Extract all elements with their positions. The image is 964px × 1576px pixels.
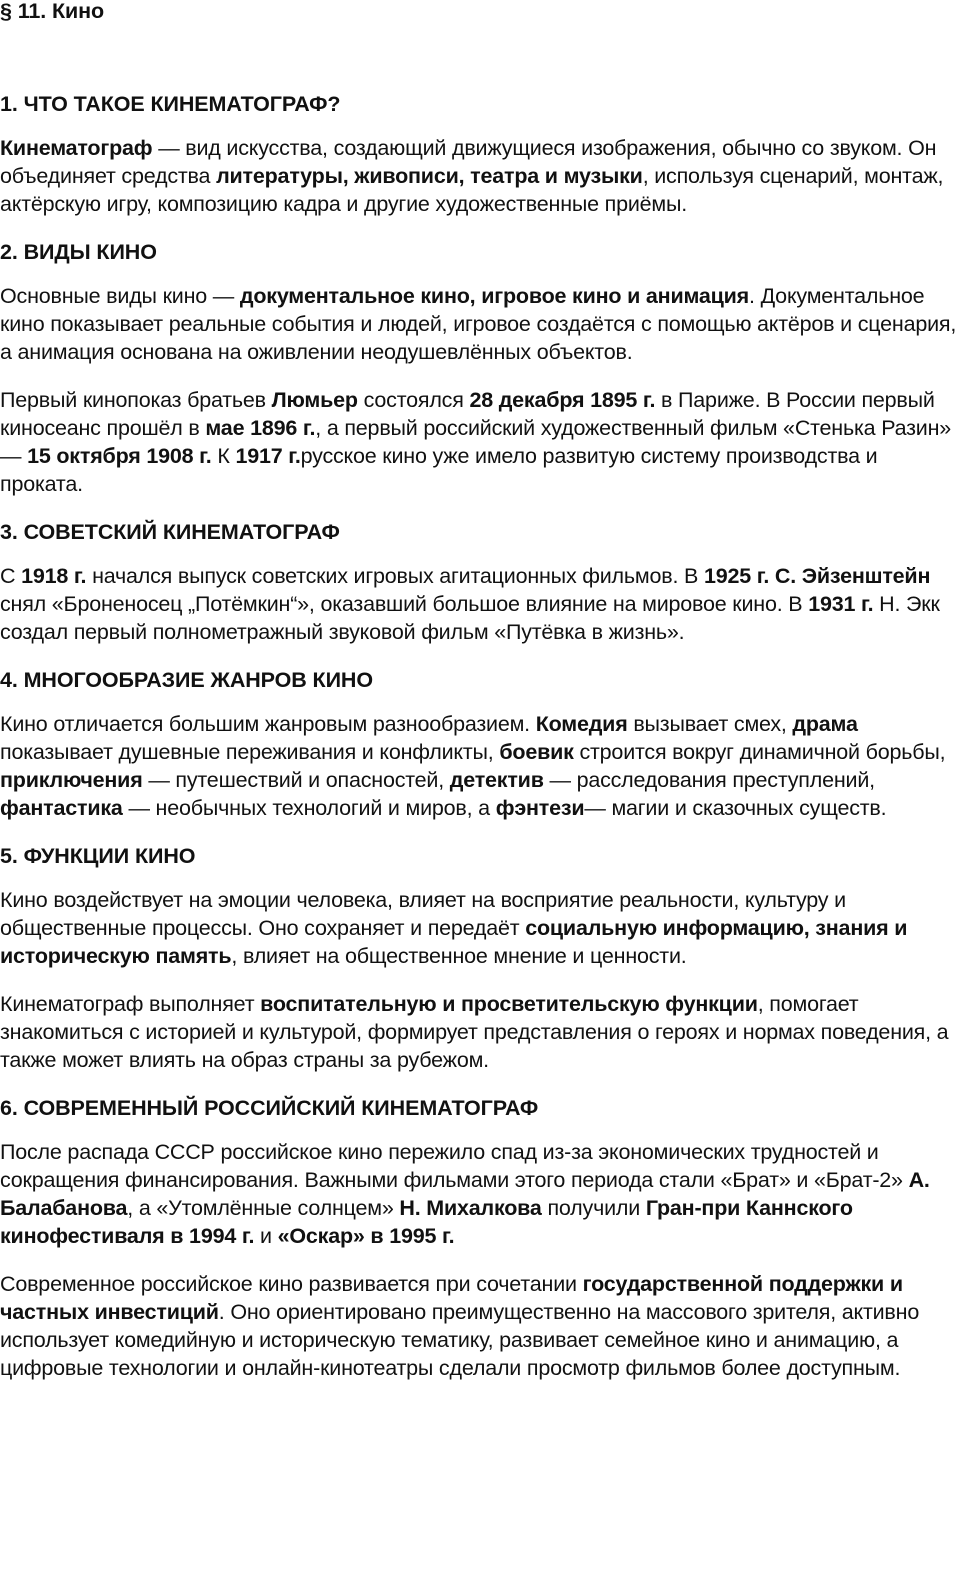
text-run: После распада СССР российское кино пережило спад из-за экономических трудностей и сокращения финансирования. Важными фильмами этого периода стали «Брат» и «Брат-2» <box>0 1140 909 1192</box>
text-run: — расследования преступлений, <box>543 768 875 792</box>
bold-text-run: государственной поддержки и частных инвестиций <box>0 1272 903 1324</box>
text-run: снял «Броненосец „Потёмкин“», оказавший большое влияние на мировое кино. В <box>0 592 809 616</box>
bold-text-run: Комедия <box>535 712 628 736</box>
paragraph <box>0 282 962 366</box>
text-run: показывает душевные переживания и конфликты, <box>0 740 500 764</box>
bold-text-run: фэнтези <box>495 796 585 820</box>
text-run: , а первый российский художественный фильм «Стенька Разин» — <box>0 416 952 468</box>
text-run: — необычных технологий и миров, а <box>122 796 496 820</box>
bold-text-run: 1925 г. С. Эйзенштейн <box>703 564 931 588</box>
paragraph <box>0 386 962 498</box>
text-run: получили <box>541 1196 646 1220</box>
text-run: Кинематограф выполняет <box>0 992 261 1016</box>
bold-text-run: боевик <box>499 740 574 764</box>
bold-text-run: 15 октября 1908 г. <box>27 444 212 468</box>
text-run: , используя сценарий, монтаж, актёрскую игру, композицию кадра и другие художественные приёмы. <box>0 164 944 216</box>
bold-text-run: 1918 г. <box>21 564 87 588</box>
text-run: Кино отличается большим жанровым разнообразием. <box>0 712 536 736</box>
paragraph <box>0 134 962 218</box>
bold-text-run: фантастика <box>0 796 123 820</box>
text-run: и <box>254 1224 278 1248</box>
text-run: К <box>211 444 236 468</box>
text-run: в Париже. В России первый киносеанс прошёл в <box>0 388 935 440</box>
document-title: § 11. Кино <box>0 0 105 23</box>
bold-text-run: 1917 г. <box>235 444 301 468</box>
bold-text-run: воспитательную и просветительскую функции <box>260 992 758 1016</box>
bold-text-run: Люмьер <box>271 388 358 412</box>
text-run: строится вокруг динамичной борьбы, <box>573 740 946 764</box>
text-run: , помогает знакомиться с историей и культурой, формирует представления о героях и нормах поведения, а также может влиять на образ страны за рубежом. <box>0 992 949 1072</box>
bold-text-run: «Оскар» в 1995 г. <box>277 1224 455 1248</box>
bold-text-run: социальную информацию, знания и историческую память <box>0 916 908 968</box>
bold-text-run: детектив <box>449 768 544 792</box>
text-run: вызывает смех, <box>627 712 793 736</box>
paragraph <box>0 990 962 1074</box>
section-heading: 6. СОВРЕМЕННЫЙ РОССИЙСКИЙ КИНЕМАТОГРАФ <box>0 1096 539 1120</box>
bold-text-run: А. Балабанова <box>0 1168 930 1220</box>
section-heading: 1. ЧТО ТАКОЕ КИНЕМАТОГРАФ? <box>0 92 341 116</box>
paragraph <box>0 710 962 822</box>
paragraph <box>0 1138 962 1250</box>
bold-text-run: 1931 г. <box>808 592 874 616</box>
text-run: начался выпуск советских игровых агитационных фильмов. В <box>86 564 704 588</box>
text-run: русское кино уже имело развитую систему производства и проката. <box>0 444 878 496</box>
text-run: Первый кинопоказ братьев <box>0 388 272 412</box>
section-heading: 5. ФУНКЦИИ КИНО <box>0 844 196 868</box>
bold-text-run: документальное кино, игровое кино и анимация <box>239 284 750 308</box>
bold-text-run: приключения <box>0 768 143 792</box>
section-heading: 4. МНОГООБРАЗИЕ ЖАНРОВ КИНО <box>0 668 373 692</box>
paragraph <box>0 562 962 646</box>
text-run: — вид искусства, создающий движущиеся изображения, обычно со звуком. Он объединяет средства <box>0 136 937 188</box>
text-run: — путешествий и опасностей, <box>142 768 450 792</box>
bold-text-run: Кинематограф <box>0 136 153 160</box>
text-run: , а «Утомлённые солнцем» <box>127 1196 400 1220</box>
text-run: Кино воздействует на эмоции человека, влияет на восприятие реальности, культуру и общественные процессы. Оно сохраняет и передаёт <box>0 888 846 940</box>
text-run: состоялся <box>357 388 470 412</box>
text-run: . Документальное кино показывает реальные события и людей, игровое создаётся с помощью актёров и сценария, а анимация основана на оживлении неодушевлённых объектов. <box>0 284 957 364</box>
bold-text-run: Н. Михалкова <box>399 1196 542 1220</box>
text-run: Н. Экк создал первый полнометражный звуковой фильм «Путёвка в жизнь». <box>0 592 940 644</box>
text-run: , влияет на общественное мнение и ценности. <box>231 944 687 968</box>
bold-text-run: драма <box>792 712 858 736</box>
bold-text-run: литературы, живописи, театра и музыки <box>216 164 643 188</box>
text-run: — магии и сказочных существ. <box>584 796 887 820</box>
text-run: Основные виды кино — <box>0 284 240 308</box>
bold-text-run: мае 1896 г. <box>205 416 316 440</box>
text-run: . Оно ориентировано преимущественно на массового зрителя, активно использует комедийную и историческую тематику, развивает семейное кино и анимацию, а цифровые технологии и онлайн-кинотеатры сделали просмотр фильмов более доступным. <box>0 1300 920 1380</box>
paragraph <box>0 886 962 970</box>
bold-text-run: 28 декабря 1895 г. <box>469 388 656 412</box>
bold-text-run: Гран-при Каннского кинофестиваля в 1994 г. <box>0 1196 853 1248</box>
section-heading: 2. ВИДЫ КИНО <box>0 240 157 264</box>
section-heading: 3. СОВЕТСКИЙ КИНЕМАТОГРАФ <box>0 520 340 544</box>
text-run: Современное российское кино развивается при сочетании <box>0 1272 583 1296</box>
text-run: С <box>0 564 22 588</box>
paragraph <box>0 1270 962 1382</box>
